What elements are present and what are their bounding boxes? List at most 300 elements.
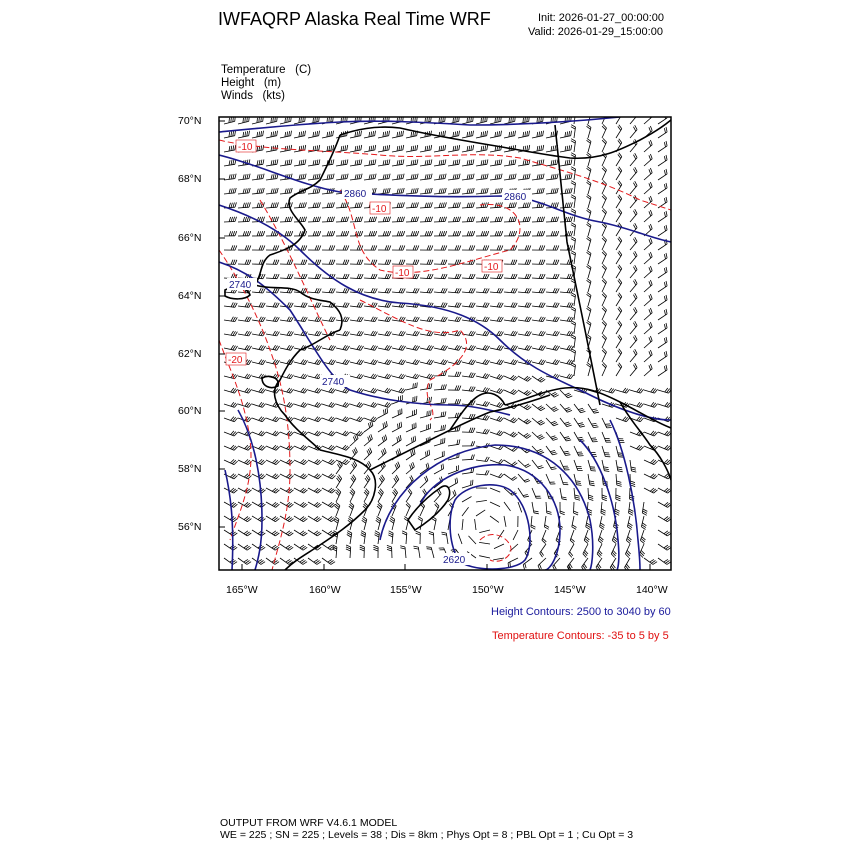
wind-barb-flag <box>650 322 652 327</box>
wind-barb-flag <box>285 160 286 165</box>
wind-barb <box>504 516 506 527</box>
wind-barb-flag <box>527 174 528 179</box>
wind-barb-flag <box>277 202 278 207</box>
wind-barb-flag <box>543 188 544 193</box>
wind-barb-flag <box>567 288 569 293</box>
wind-barb-flag <box>333 159 334 164</box>
wind-barb-flag <box>347 174 348 179</box>
wind-barb-flag <box>229 118 230 123</box>
wind-barb-flag <box>590 485 595 486</box>
wind-barb-flag <box>331 145 332 150</box>
wind-barb-flag <box>515 231 517 236</box>
wind-barb-flag <box>571 188 572 193</box>
wind-barb-flag <box>357 245 359 250</box>
wind-barb-flag <box>457 288 459 292</box>
wind-barb-flag <box>259 174 260 179</box>
wind-barb-flag <box>459 202 460 207</box>
wind-barb-flag <box>415 217 417 222</box>
wind-barb-flag <box>399 217 401 222</box>
wind-barb-flag <box>467 189 468 194</box>
wind-barb-flag <box>571 217 573 222</box>
wind-barb-flag <box>343 245 345 250</box>
wind-barb-flag <box>384 448 386 453</box>
wind-barb-flag <box>540 452 545 454</box>
wind-barb-flag <box>529 145 530 150</box>
lat-label: 70°N <box>178 115 202 127</box>
wind-barb-flag <box>553 454 558 455</box>
wind-barb-flag <box>231 174 232 179</box>
wind-barb-flag <box>375 260 377 265</box>
wind-barb-flag <box>263 231 265 236</box>
wind-barb-flag <box>417 159 418 164</box>
wind-barb-flag <box>245 174 246 179</box>
wind-barb-flag <box>249 246 251 251</box>
wind-barb-flag <box>557 159 558 164</box>
bristol-bay <box>285 450 375 570</box>
field-height-unit: (m) <box>263 77 282 89</box>
wind-barb-flag <box>233 131 234 136</box>
wind-barb-flag <box>485 457 487 461</box>
wind-barb-flag <box>523 203 525 208</box>
wind-barb-flag <box>481 217 483 222</box>
wind-barb-flag <box>429 531 434 533</box>
wind-barb-flag <box>259 260 261 265</box>
wind-barb-flag <box>413 189 414 194</box>
wind-barb-flag <box>343 146 344 151</box>
wind-barb-flag <box>443 188 444 193</box>
wind-barb-flag <box>429 145 430 150</box>
wind-barb-flag <box>249 131 250 136</box>
wind-barb-flag <box>629 513 633 515</box>
wind-barb-flag <box>565 146 566 151</box>
wind-barb-flag <box>515 174 516 179</box>
wind-barb-flag <box>650 308 652 313</box>
wind-barb-flag <box>273 160 274 165</box>
wind-barb-flag <box>319 202 320 207</box>
wind-barb-flag <box>537 189 538 194</box>
wind-barb-flag <box>487 289 489 294</box>
wind-barb-flag <box>485 203 486 208</box>
wind-barb <box>490 502 500 507</box>
wind-barb-flag <box>345 288 347 292</box>
wind-barb-flag <box>319 131 320 136</box>
wind-barb-flag <box>257 231 259 236</box>
wind-barb-flag <box>231 217 233 222</box>
wind-barb-flag <box>289 260 291 265</box>
wind-barb-flag <box>527 245 529 250</box>
wind-barb-flag <box>361 174 362 179</box>
wind-barb-flag <box>341 231 343 236</box>
wind-barb-flag <box>575 497 580 498</box>
wind-barb-flag <box>343 203 344 208</box>
wind-barb-flag <box>650 112 652 117</box>
wind-barb-flag <box>375 145 376 150</box>
wind-barb-flag <box>587 110 591 113</box>
wind-barb-flag <box>483 231 485 236</box>
wind-barb-flag <box>617 481 622 482</box>
wind-barb-flag <box>649 127 651 132</box>
wind-barb-flag <box>630 481 635 483</box>
wind-barb-flag <box>469 117 470 122</box>
wind-barb-flag <box>315 146 316 151</box>
wind-barb-flag <box>481 175 482 180</box>
wind-barb-flag <box>317 174 318 179</box>
wind-barb-flag <box>541 245 543 250</box>
wind-barb-flag <box>666 295 667 300</box>
wind-barb-flag <box>525 481 530 483</box>
wind-barb-flag <box>369 217 371 222</box>
wind-barb-flag <box>315 274 317 279</box>
wind-barb-flag <box>317 288 319 292</box>
height-contour <box>219 155 671 242</box>
wind-barb-flag <box>481 146 482 151</box>
wind-barb-flag <box>303 174 304 179</box>
wind-barb-flag <box>235 202 236 207</box>
wind-barb-flag <box>271 231 273 236</box>
wind-barb-flag <box>497 160 498 165</box>
wind-barb-flag <box>317 274 319 279</box>
wind-barb-flag <box>539 274 541 279</box>
wind-barb-flag <box>319 159 320 164</box>
wind-barb-flag <box>539 174 540 179</box>
wind-barb-flag <box>555 145 556 150</box>
wind-barb-flag <box>443 398 444 403</box>
wind-barb-flag <box>317 260 319 265</box>
wind-barb-flag <box>385 274 387 279</box>
wind-barb-flag <box>345 217 347 222</box>
wind-barb-flag <box>527 288 529 292</box>
wind-barb-flag <box>413 146 414 151</box>
wind-barb-flag <box>355 132 356 137</box>
wind-barb-flag <box>429 288 431 292</box>
wind-barb-flag <box>327 217 329 222</box>
wind-barb-flag <box>249 231 251 236</box>
lat-label: 68°N <box>178 173 202 185</box>
wind-barb-flag <box>277 246 279 251</box>
wind-barb-flag <box>565 408 570 410</box>
wind-barb-flag <box>375 159 376 164</box>
wind-barb-flag <box>427 274 429 279</box>
wind-barb-flag <box>431 188 432 193</box>
wind-barb-flag <box>231 132 232 137</box>
wind-barb-flag <box>399 231 401 236</box>
wind-barb-flag <box>235 131 236 136</box>
wind-barb-flag <box>443 464 444 469</box>
wind-barb-flag <box>664 254 665 259</box>
wind-barb-flag <box>400 435 401 440</box>
wind-barb-flag <box>664 170 665 175</box>
wind-barb-flag <box>233 145 234 150</box>
wind-barb-flag <box>353 437 355 442</box>
wind-barb-flag <box>273 217 275 222</box>
wind-barb-flag <box>666 323 667 328</box>
wind-barb-flag <box>555 217 557 222</box>
wind-barb-flag <box>557 289 559 294</box>
wind-barb-flag <box>427 146 428 151</box>
wind-barb-flag <box>291 274 293 279</box>
wind-barb-flag <box>471 131 472 136</box>
wind-barb-flag <box>389 131 390 136</box>
wind-barb-flag <box>385 217 387 222</box>
wind-barb-flag <box>231 260 233 265</box>
wind-barb-flag <box>285 217 287 222</box>
wind-barb-flag <box>525 288 527 293</box>
wind-barb-flag <box>664 282 665 287</box>
wind-barb-flag <box>397 146 398 151</box>
wind-barb-flag <box>443 385 444 390</box>
wind-barb-flag <box>513 217 515 222</box>
wind-barb-flag <box>455 479 456 484</box>
wind-barb-flag <box>287 302 289 307</box>
wind-barb-flag <box>499 217 501 222</box>
lon-label: 160°W <box>309 584 341 596</box>
wind-barb-flag <box>347 260 349 265</box>
wind-barb-flag <box>455 372 457 377</box>
wind-barb-flag <box>589 497 594 499</box>
wind-barb-flag <box>459 439 460 444</box>
wind-barb-flag <box>303 131 304 136</box>
wind-barb-flag <box>455 174 456 179</box>
wind-barb-flag <box>431 231 433 236</box>
wind-barb-flag <box>495 217 497 222</box>
wind-barb-flag <box>257 203 259 208</box>
wind-barb-flag <box>245 302 247 307</box>
wind-barb-flag <box>259 302 261 307</box>
wind-barb-flag <box>541 288 543 292</box>
wind-barb-flag <box>571 246 573 251</box>
lat-label: 64°N <box>178 290 202 302</box>
wind-barb-flag <box>529 246 531 251</box>
wind-barb-flag <box>567 203 568 208</box>
wind-barb-flag <box>551 189 552 194</box>
wind-barb-flag <box>273 117 274 122</box>
wind-barb-flag <box>275 160 276 165</box>
wind-barb-flag <box>357 146 358 151</box>
wind-barb-flag <box>287 260 289 265</box>
wind-barb-flag <box>485 217 487 222</box>
wind-barb-flag <box>569 217 571 222</box>
wind-barb-flag <box>664 212 665 217</box>
wind-barb-flag <box>259 245 261 250</box>
wind-barb-flag <box>453 217 455 222</box>
wind-barb-flag <box>235 260 237 265</box>
wind-barb-flag <box>481 160 482 165</box>
wind-barb-flag <box>243 217 245 222</box>
wind-barb-flag <box>402 531 407 533</box>
wind-barb-flag <box>501 131 502 136</box>
wind-barb-flag <box>291 188 292 193</box>
wind-barb-flag <box>387 260 389 265</box>
wind-barb-flag <box>303 274 305 279</box>
wind-barb-flag <box>277 145 278 150</box>
wind-barb-flag <box>299 118 300 123</box>
wind-barb-flag <box>664 366 665 371</box>
wind-barb-flag <box>571 125 575 127</box>
wind-barb-flag <box>371 132 372 137</box>
wind-barb-flag <box>557 246 559 251</box>
wind-barb-flag <box>425 146 426 151</box>
wind-barb-flag <box>247 131 248 136</box>
wind-barb-flag <box>425 217 427 222</box>
field-winds-name: Winds <box>221 90 253 102</box>
wind-barb-flag <box>557 260 559 265</box>
wind-barb-flag <box>341 203 343 208</box>
wind-barb-flag <box>562 497 567 498</box>
wind-barb-flag <box>329 217 331 222</box>
wind-barb-flag <box>571 363 575 365</box>
wind-barb-flag <box>303 245 305 250</box>
wind-barb-flag <box>333 289 335 294</box>
wind-barb-flag <box>231 189 232 194</box>
wind-barb-flag <box>429 174 430 179</box>
alaska-peninsula <box>370 395 550 470</box>
wind-barb-flag <box>569 145 570 150</box>
wind-barb <box>475 519 476 530</box>
wind-barb-flag <box>357 260 359 265</box>
wind-barb-flag <box>551 217 553 222</box>
wind-barb-flag <box>664 338 665 343</box>
wind-barb-flag <box>360 547 365 549</box>
wind-barb-flag <box>604 469 609 470</box>
wind-barb-flag <box>327 175 328 180</box>
wind-barb-flag <box>396 463 398 468</box>
wind-barb-flag <box>315 288 317 293</box>
wind-barb-flag <box>361 202 362 207</box>
wind-barb-flag <box>664 128 665 133</box>
wind-barb-flag <box>523 118 524 123</box>
wind-barb-flag <box>384 410 385 415</box>
lat-label: 62°N <box>178 348 202 360</box>
wind-barb-flag <box>650 224 652 229</box>
wind-barb-flag <box>271 189 272 194</box>
wind-barb-flag <box>231 245 233 250</box>
wind-barb-flag <box>243 189 244 194</box>
wind-barb-flag <box>443 260 445 265</box>
wind-barb-flag <box>441 174 442 179</box>
wind-barb-flag <box>285 189 286 194</box>
wind-barb-flag <box>359 160 360 165</box>
wind-barb-flag <box>664 324 665 329</box>
wind-barb-flag <box>387 231 389 236</box>
wind-barb-flag <box>527 260 529 265</box>
wind-barb-flag <box>417 188 418 193</box>
wind-barb-flag <box>331 217 333 222</box>
wind-barb-flag <box>347 217 349 222</box>
lat-label: 56°N <box>178 521 202 533</box>
wind-barb-flag <box>329 260 331 265</box>
wind-barb-flag <box>249 260 251 265</box>
wind-barb-flag <box>650 294 652 299</box>
wind-barb-flag <box>511 132 512 137</box>
wind-barb-flag <box>387 245 389 250</box>
wind-barb-flag <box>319 174 320 179</box>
height-contour <box>225 470 233 570</box>
wind-barb-flag <box>555 231 557 236</box>
wind-barb-flag <box>259 203 260 208</box>
wind-barb-flag <box>360 545 365 547</box>
wind-barb-flag <box>301 260 303 265</box>
wind-barb-flag <box>666 127 667 132</box>
wind-barb-flag <box>229 175 230 180</box>
wind-barb-flag <box>515 274 517 279</box>
wind-barb-flag <box>631 469 636 470</box>
wind-barb-flag <box>233 203 234 208</box>
wind-barb-flag <box>275 245 277 250</box>
wind-barb-flag <box>375 188 376 193</box>
wind-barb-flag <box>313 203 315 208</box>
wind-barb-flag <box>401 160 402 165</box>
wind-barb-flag <box>443 203 444 208</box>
wind-barb-flag <box>386 421 387 426</box>
wind-barb-flag <box>471 274 473 279</box>
wind-barb-flag <box>481 118 482 123</box>
wind-barb-flag <box>529 274 531 279</box>
wind-barb-flag <box>277 217 279 222</box>
wind-barb-flag <box>553 260 555 265</box>
wind-barb-flag <box>666 351 667 356</box>
wind-barb-flag <box>571 131 572 136</box>
wind-barb-flag <box>567 217 569 222</box>
wind-barb-flag <box>543 246 545 251</box>
wind-barb-flag <box>604 467 609 468</box>
wind-barb-flag <box>527 231 529 236</box>
wind-barb-flag <box>664 142 665 147</box>
wind-barb-flag <box>427 398 428 403</box>
wind-barb-flag <box>229 203 231 208</box>
wind-barb-flag <box>263 274 265 279</box>
wind-barb-flag <box>301 174 302 179</box>
wind-barb-flag <box>553 117 554 122</box>
wind-barb-flag <box>359 131 360 136</box>
wind-barb-flag <box>425 477 427 482</box>
wind-barb-flag <box>455 160 456 165</box>
wind-barb-flag <box>467 118 468 123</box>
wind-barb-flag <box>413 288 415 293</box>
wind-barb-flag <box>443 425 444 430</box>
wind-barb-flag <box>425 231 427 236</box>
wind-barb-flag <box>235 174 236 179</box>
wind-barb-flag <box>347 274 349 279</box>
wind-barb-flag <box>425 203 427 208</box>
wind-barb-flag <box>385 132 386 137</box>
wind-barb-flag <box>650 182 652 187</box>
wind-barb-flag <box>441 146 442 151</box>
wind-barb-flag <box>539 160 540 165</box>
wind-barb-flag <box>569 174 570 179</box>
lat-label: 60°N <box>178 405 202 417</box>
wind-barb-flag <box>373 288 375 292</box>
wind-barb-flag <box>396 451 398 456</box>
wind-barb-flag <box>455 288 457 293</box>
wind-barb-flag <box>305 174 306 179</box>
wind-barb-flag <box>485 160 486 165</box>
wind-barb-flag <box>235 145 236 150</box>
wind-barb-flag <box>513 260 515 265</box>
wind-barb-flag <box>666 253 667 258</box>
wind-barb-flag <box>271 118 272 123</box>
wind-barb-flag <box>565 132 566 137</box>
wind-barb-flag <box>235 188 236 193</box>
wind-barb-flag <box>649 183 651 188</box>
wind-barb-flag <box>229 189 230 194</box>
wind-barb-flag <box>515 260 517 265</box>
wind-barb-flag <box>331 160 332 165</box>
wind-barb-flag <box>443 274 445 279</box>
wind-barb-flag <box>511 117 512 122</box>
wind-barb-flag <box>616 495 621 497</box>
height-contours <box>219 117 671 570</box>
wind-barb-flag <box>567 132 568 137</box>
